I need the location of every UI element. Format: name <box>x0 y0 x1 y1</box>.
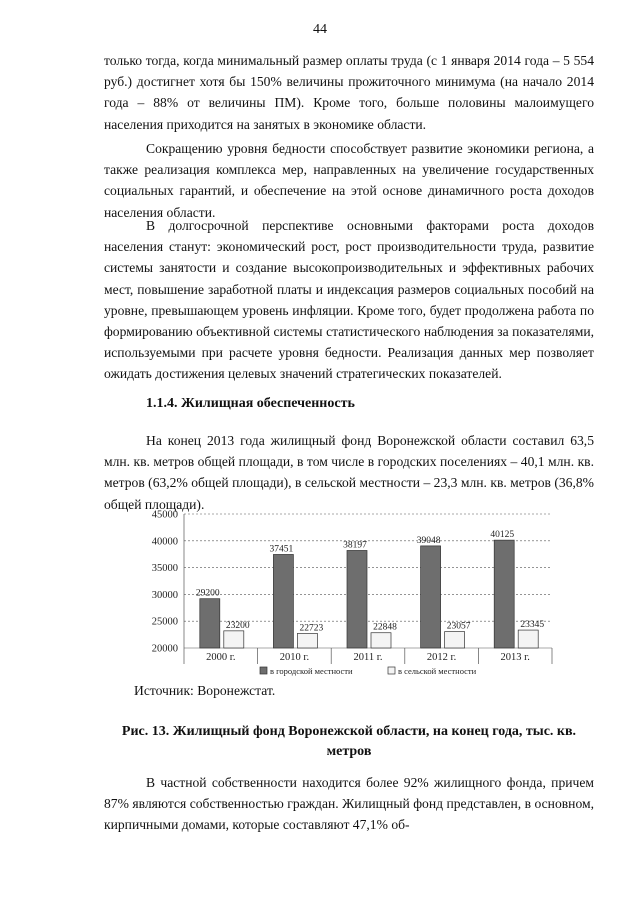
paragraph-4: На конец 2013 года жилищный фонд Воронежской области составил 63,5 млн. кв. метров общей площади, в том числе в городских поселениях – 40,1 млн. кв. метров (63,2% общей площади), в сельской местности – 23,3 млн. кв. метров (36,8% общей площади). <box>104 433 594 512</box>
y-tick-label: 30000 <box>151 589 178 601</box>
data-label: 39048 <box>416 535 441 546</box>
bar-urban <box>347 550 367 648</box>
bar-rural <box>297 633 317 648</box>
data-label: 22723 <box>299 623 324 634</box>
page-number: 44 <box>313 22 327 37</box>
paragraph-5: В частной собственности находится более 92% жилищного фонда, причем 87% являются собственностью граждан. Жилищный фонд представлен, в основном, кирпичными домами, которые составляют 47,1% об- <box>104 775 594 833</box>
data-label: 38197 <box>343 540 367 551</box>
data-label: 23057 <box>446 621 471 632</box>
legend-swatch <box>388 667 395 674</box>
x-tick-label: 2011 г. <box>353 652 383 663</box>
bar-rural <box>445 632 465 648</box>
data-label: 29200 <box>195 588 220 599</box>
data-label: 37451 <box>269 544 294 555</box>
x-tick-label: 2012 г. <box>426 652 457 663</box>
data-label: 23200 <box>225 620 250 631</box>
bar-urban <box>200 599 220 648</box>
housing-chart <box>140 508 560 680</box>
source-note: Источник: Воронежстат. <box>134 683 276 698</box>
bar-rural <box>518 630 538 648</box>
bar-urban <box>494 540 514 648</box>
paragraph-3: В долгосрочной перспективе основными факторами роста доходов населения станут: экономический рост, рост производительности труда, развитие системы занятости и создание высокопроизводительных и эффективных рабочих мест, повышение заработной платы и индексация размеров социальных пособий на уровне, превышающем уровень инфляции. Кроме того, будет продолжена работа по формированию объективной системы статистического наблюдения за показателями, используемыми при расчете уровня бедности. Реализация данных мер позволяет ожидать достижения целевых значений стратегических показателей. <box>104 218 594 382</box>
x-tick-label: 2010 г. <box>279 652 310 663</box>
y-tick-label: 45000 <box>151 509 178 521</box>
x-tick-label: 2013 г. <box>500 652 530 663</box>
figure-caption: Рис. 13. Жилищный фонд Воронежской области, на конец года, тыс. кв. метров <box>121 724 577 759</box>
paragraph-1: только тогда, когда минимальный размер оплаты труда (с 1 января 2014 года – 5 554 руб.) достигнет хотя бы 150% величины прожиточного минимума (на начало 2014 года – 88% от величины ПМ). Кроме того, больше половины малоимущего населения приходится на занятых в экономике области. <box>104 53 594 132</box>
bar-rural <box>371 633 391 648</box>
bar-rural <box>224 631 244 648</box>
legend-label: в сельской местности <box>398 666 477 676</box>
y-tick-label: 40000 <box>151 536 178 548</box>
y-tick-label: 35000 <box>151 563 178 575</box>
data-label: 40125 <box>490 530 515 541</box>
bar-urban <box>273 554 293 648</box>
data-label: 23345 <box>520 620 545 631</box>
y-tick-label: 25000 <box>151 616 178 628</box>
legend-label: в городской местности <box>270 666 353 676</box>
x-tick-label: 2000 г. <box>206 652 236 663</box>
paragraph-2: Сокращению уровня бедности способствует развитие экономики региона, а также реализация комплекса мер, направленных на увеличение государственных социальных гарантий, и обеспечение на этой основе динамичного роста доходов населения области. <box>104 141 594 220</box>
bar-urban <box>421 546 441 648</box>
section-heading: 1.1.4. Жилищная обеспеченность <box>146 396 355 411</box>
data-label: 22848 <box>373 622 397 633</box>
y-tick-label: 20000 <box>151 643 178 655</box>
legend-swatch <box>260 667 267 674</box>
